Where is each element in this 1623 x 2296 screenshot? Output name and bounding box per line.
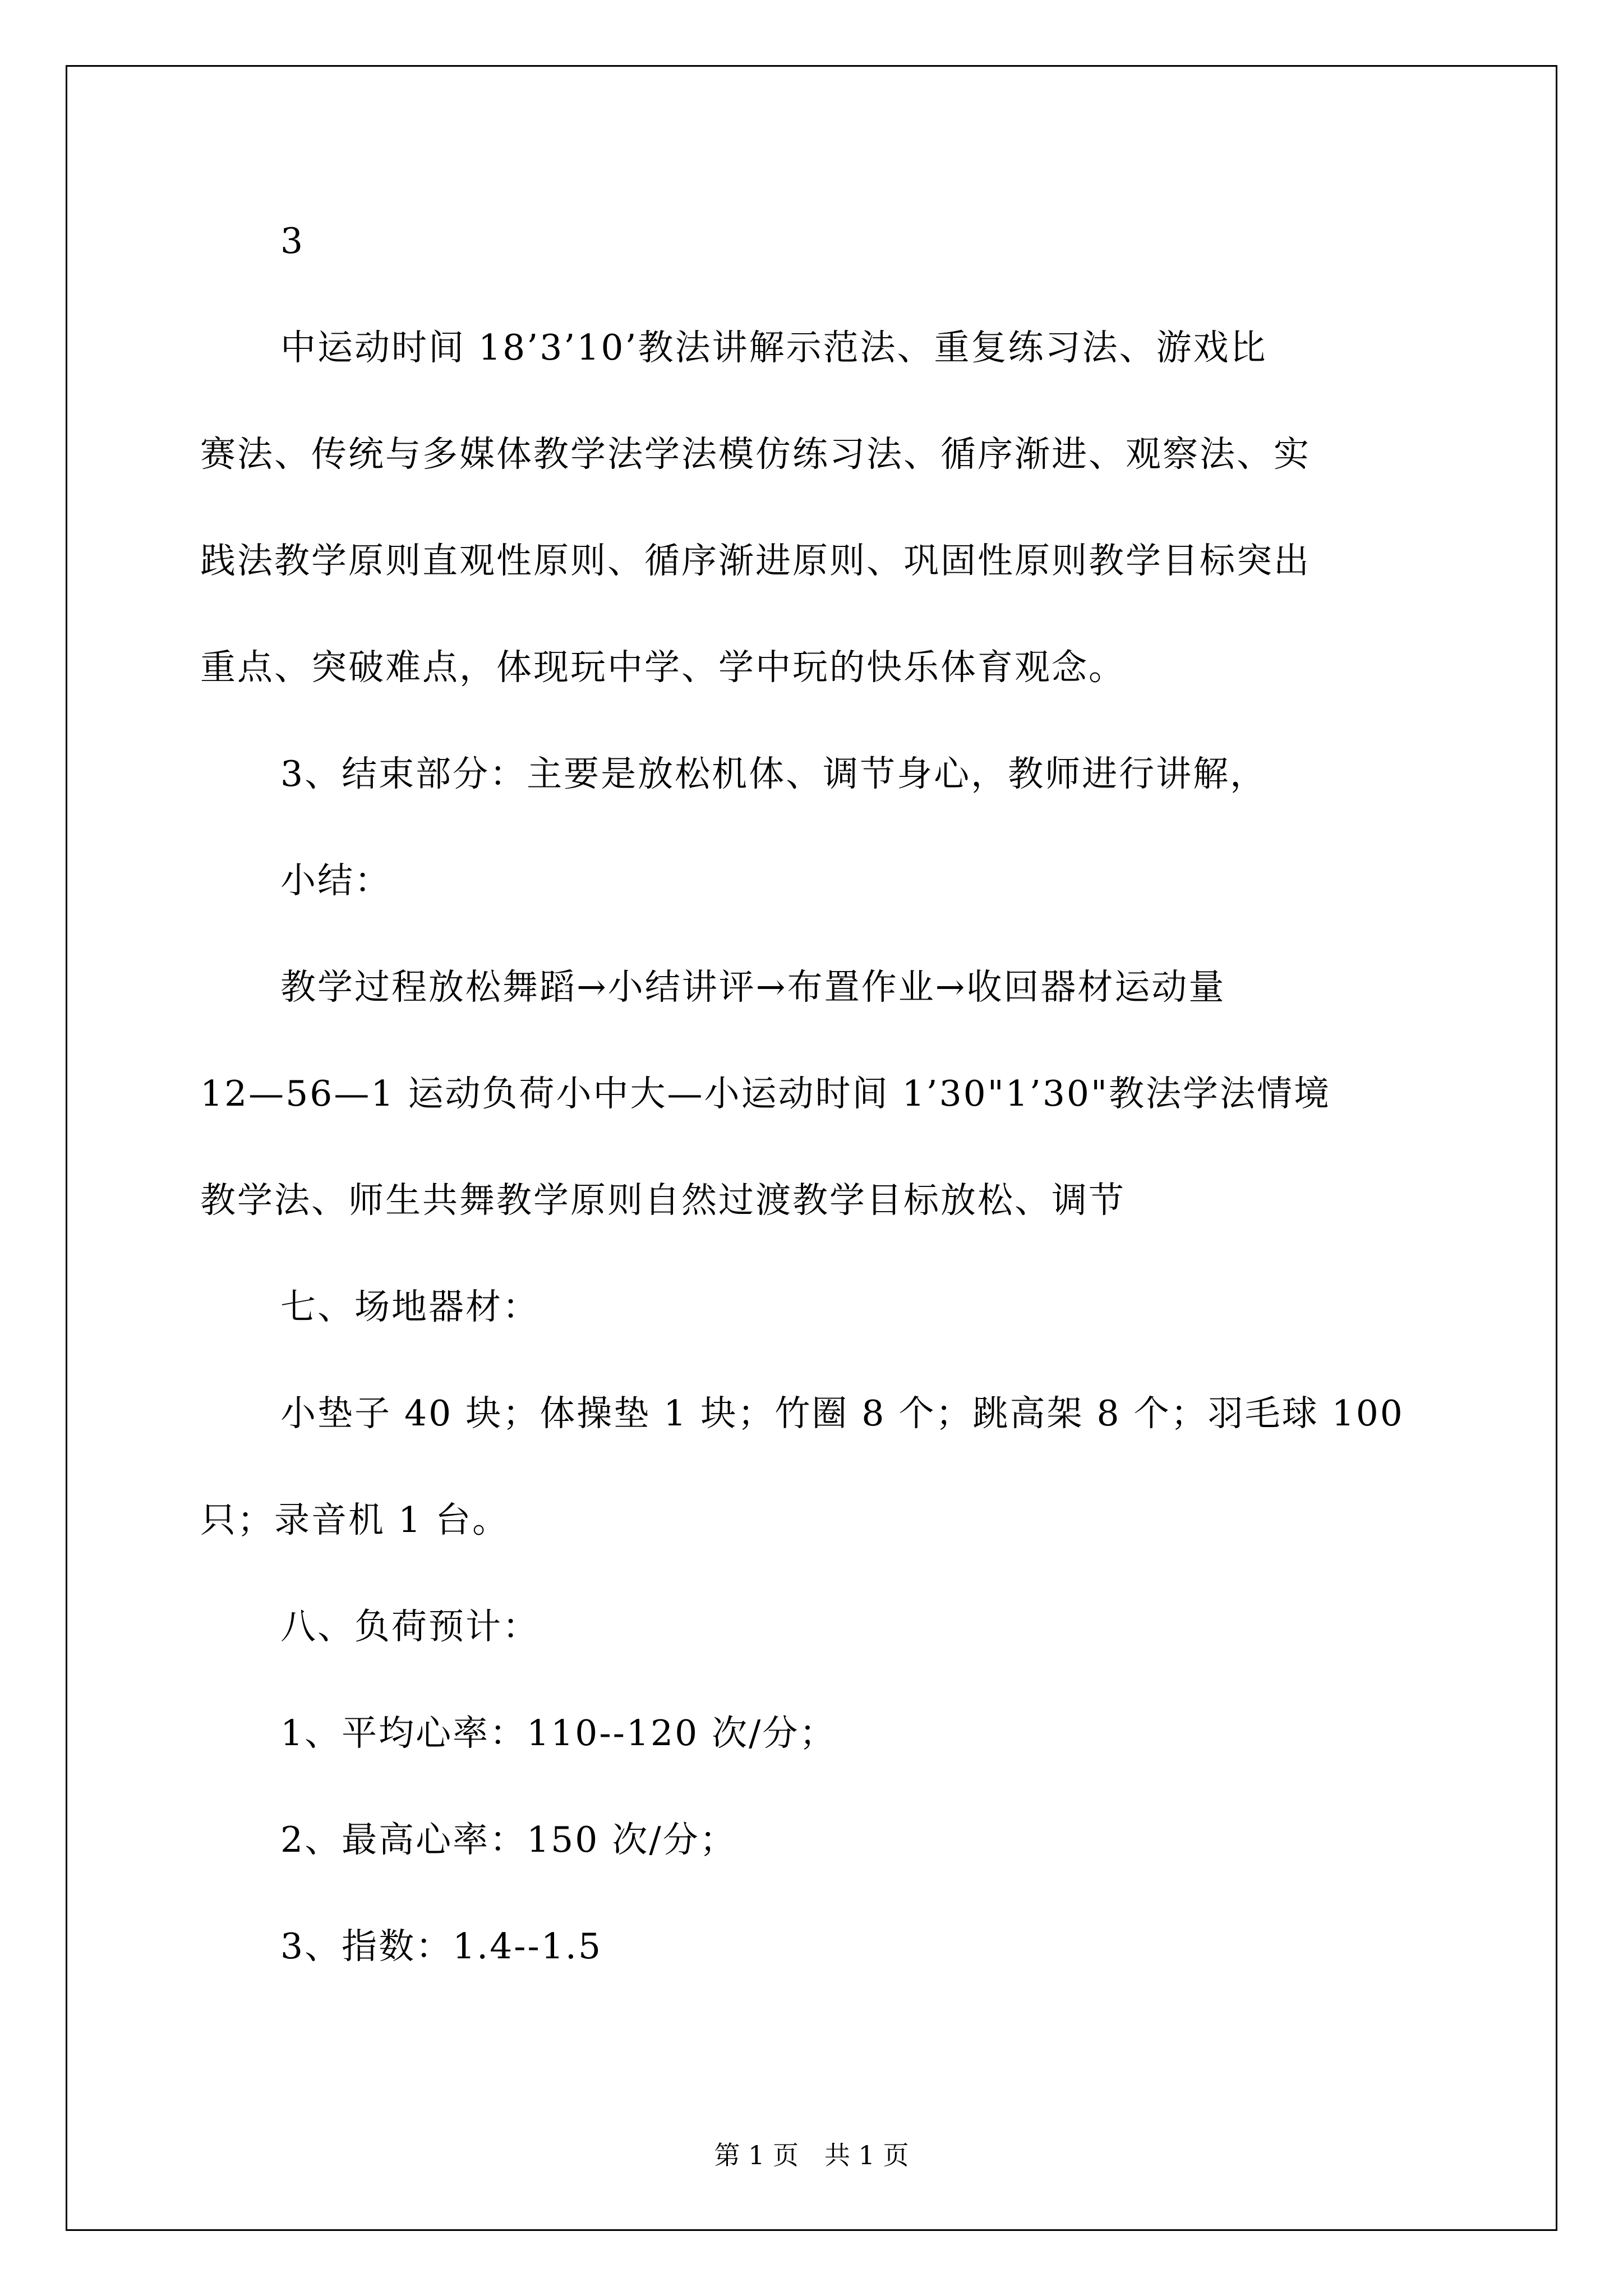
text-line: 小垫子 40 块；体操垫 1 块；竹圈 8 个；跳高架 8 个；羽毛球 100 [280, 1393, 1404, 1434]
section-heading: 七、场地器材： [280, 1286, 540, 1327]
text-line: 只；录音机 1 台。 [200, 1499, 510, 1540]
text-line: 教学法、师生共舞教学原则自然过渡教学目标放松、调节 [200, 1180, 1126, 1221]
text-line: 践法教学原则直观性原则、循序渐进原则、巩固性原则教学目标突出 [200, 540, 1311, 581]
text-line: 小结： [280, 860, 391, 901]
text-line: 赛法、传统与多媒体教学法学法模仿练习法、循序渐进、观察法、实 [200, 434, 1311, 475]
list-item: 2、最高心率：150 次/分； [280, 1819, 737, 1860]
text-line: 重点、突破难点，体现玩中学、学中玩的快乐体育观念。 [200, 647, 1126, 688]
page-border [66, 65, 1557, 2231]
page-footer: 第 1 页 共 1 页 [714, 2140, 909, 2170]
list-item: 3、指数：1.4--1.5 [280, 1926, 603, 1967]
section-heading: 3、结束部分：主要是放松机体、调节身心，教师进行讲解， [280, 753, 1267, 794]
text-line: 12—56—1 运动负荷小中大—小运动时间 1’30"1’30"教法学法情境 [200, 1073, 1331, 1114]
text-line: 3 [280, 220, 305, 261]
text-line: 中运动时间 18’3’10’教法讲解示范法、重复练习法、游戏比 [280, 327, 1267, 368]
section-heading: 八、负荷预计： [280, 1606, 540, 1647]
list-item: 1、平均心率：110--120 次/分； [280, 1713, 837, 1754]
text-line: 教学过程放松舞蹈→小结讲评→布置作业→收回器材运动量 [280, 967, 1226, 1007]
